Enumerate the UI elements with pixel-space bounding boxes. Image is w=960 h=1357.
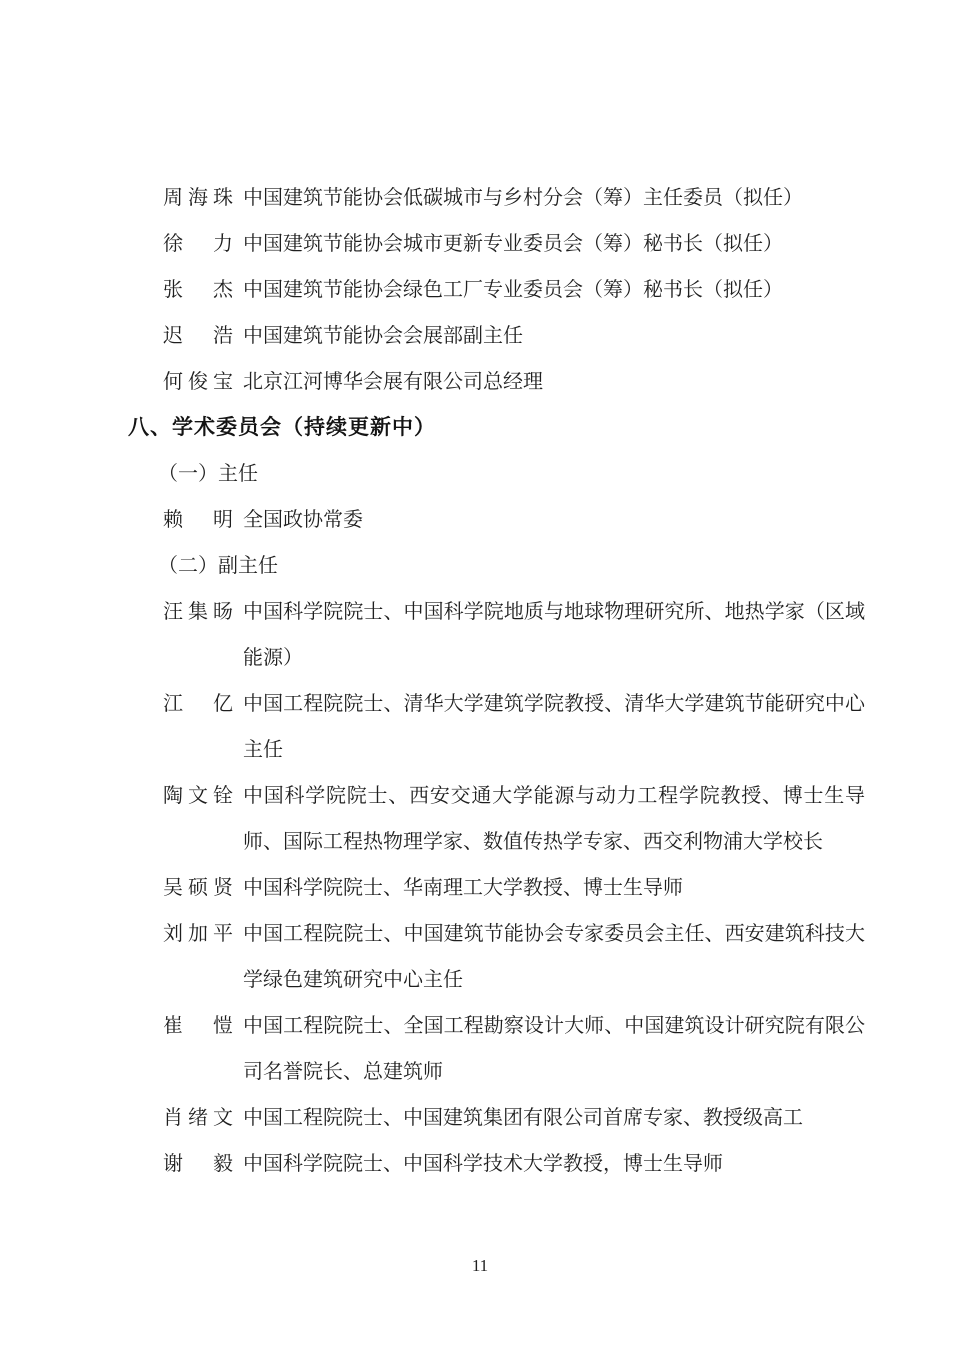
member-row: [163, 313, 868, 359]
member-title: 中国科学院院士、中国科学院地质与地球物理研究所、地热学家（区域能源）: [243, 601, 865, 669]
member-name: 崔 愷: [163, 1015, 233, 1037]
member-name: 徐 力: [163, 233, 233, 255]
member-row: [163, 1003, 868, 1095]
member-title: 中国工程院院士、全国工程勘察设计大师、中国建筑设计研究院有限公司名誉院长、总建筑师: [243, 1015, 865, 1083]
member-name: 陶文铨: [163, 785, 233, 807]
member-row: [163, 911, 868, 1003]
member-row: [163, 1095, 868, 1141]
member-row: [163, 175, 868, 221]
member-title: 全国政协常委: [243, 509, 363, 531]
page-number: 11: [471, 1256, 489, 1275]
member-name: 肖绪文: [163, 1107, 233, 1129]
member-title: 中国工程院院士、中国建筑节能协会专家委员会主任、西安建筑科技大学绿色建筑研究中心主任: [243, 923, 865, 991]
member-name: 迟 浩: [163, 325, 233, 347]
member-title: 中国建筑节能协会绿色工厂专业委员会（筹）秘书长（拟任）: [243, 279, 783, 301]
member-name: 汪集旸: [163, 601, 233, 623]
member-row: [163, 865, 868, 911]
member-row: [163, 773, 868, 865]
member-name: 张 杰: [163, 279, 233, 301]
member-title: 中国工程院院士、中国建筑集团有限公司首席专家、教授级高工: [243, 1107, 803, 1129]
member-row: [163, 359, 868, 405]
member-row: [163, 681, 868, 773]
member-name: 谢 毅: [163, 1153, 233, 1175]
document-content: [128, 175, 868, 1187]
member-row: [163, 589, 868, 681]
member-row: [163, 221, 868, 267]
member-name: 何俊宝: [163, 371, 233, 393]
subsection-label-chairman: （一）主任: [158, 463, 258, 485]
section-heading-academic-committee: 八、学术委员会（持续更新中）: [128, 416, 436, 439]
member-row: [163, 267, 868, 313]
member-title: 中国科学院院士、西安交通大学能源与动力工程学院教授、博士生导师、国际工程热物理学家、数值传热学专家、西交利物浦大学校长: [243, 785, 865, 853]
subsection-label-vice-chairman: （二）副主任: [158, 555, 278, 577]
member-title: 中国建筑节能协会会展部副主任: [243, 325, 523, 347]
member-title: 中国科学院院士、中国科学技术大学教授，博士生导师: [243, 1153, 723, 1175]
member-name: 江 亿: [163, 693, 233, 715]
member-title: 中国工程院院士、清华大学建筑学院教授、清华大学建筑节能研究中心主任: [243, 693, 865, 761]
member-name: 吴硕贤: [163, 877, 233, 899]
member-title: 中国建筑节能协会低碳城市与乡村分会（筹）主任委员（拟任）: [243, 187, 803, 209]
member-title: 北京江河博华会展有限公司总经理: [243, 371, 543, 393]
member-name: 周海珠: [163, 187, 233, 209]
member-title: 中国建筑节能协会城市更新专业委员会（筹）秘书长（拟任）: [243, 233, 783, 255]
member-row: [163, 1141, 868, 1187]
member-name: 刘加平: [163, 923, 233, 945]
member-name: 赖 明: [163, 509, 233, 531]
member-title: 中国科学院院士、华南理工大学教授、博士生导师: [243, 877, 683, 899]
member-row: [163, 497, 868, 543]
